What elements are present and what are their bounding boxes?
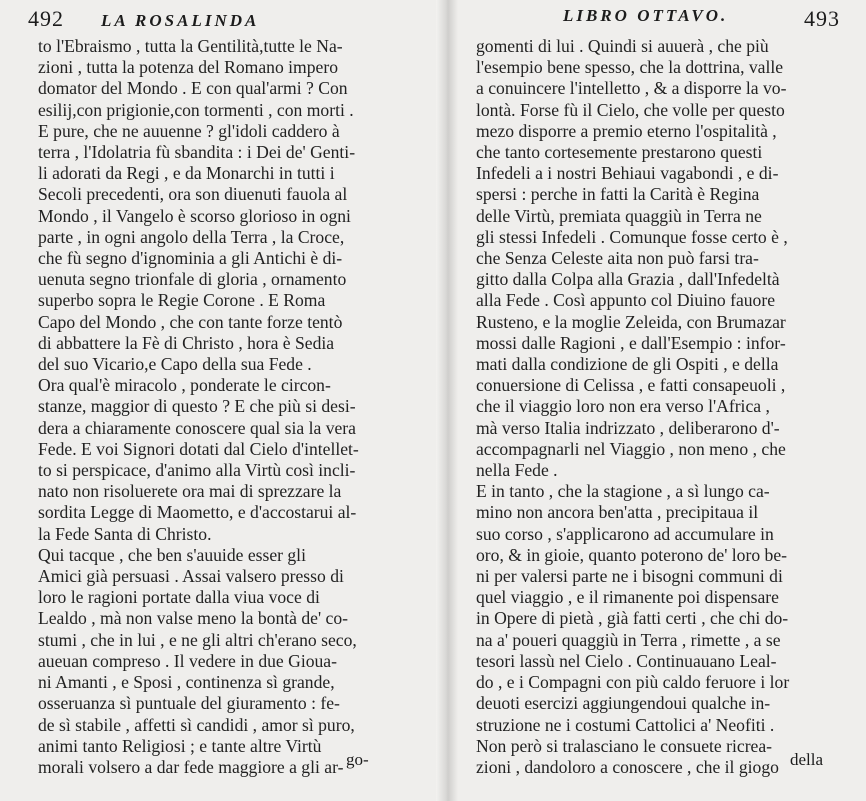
text-line: mezo disporre a premio eterno l'ospitalità , [476,120,777,141]
text-line: di abbattere la Fè di Christo , hora è Sedia [38,332,335,353]
text-line: stanze, maggior di questo ? E che più si desi- [38,396,356,417]
text-line: Lealdo , mà non valse meno la bontà de' co- [38,608,348,629]
text-line: struzione ne i costumi Cattolici a' Neofiti . [476,714,775,735]
text-line: Rusteno, e la moglie Zeleida, con Brumazar [476,311,786,332]
text-line: E pure, che ne auuenne ? gl'idoli caddero à [38,120,340,141]
text-line: mino non ancora ben'atta , precipitaua il [476,502,759,523]
text-line: conuersione di Celissa , e fatti consapeuoli , [476,375,786,396]
text-line: Fede. E voi Signori dotati dal Cielo d'intellet- [38,438,359,459]
text-line: aueuan compreso . Il vedere in due Gioua- [38,650,337,671]
text-line: che fù segno d'ignominia a gli Antichi è di- [38,248,343,269]
text-line: to l'Ebraismo , tutta la Gentilità,tutte le Na- [38,36,343,56]
text-line: Infedeli a i nostri Behiaui vagabondi , e di- [476,163,779,184]
text-line: alla Fede . Così appunto col Diuino fauore [476,290,776,311]
text-line: oro, & in gioie, quanto poterono de' loro be- [476,544,787,565]
text-line: mati dalla condizione de gli Ospiti , e della [476,354,779,375]
text-line: a conuincere l'intelletto , & a disporre la vo- [476,78,787,99]
text-line: morali volsero a dar fede maggiore a gli ar- [38,756,344,777]
right-catchword: della [790,750,824,769]
text-line: spersi : perche in fatti la Carità è Regina [476,184,760,205]
text-line: parte , in ogni angolo della Terra , la Croce, [38,226,345,247]
text-line: domator del Mondo . E con qual'armi ? Con [38,78,348,99]
left-catchword: go- [346,750,369,769]
text-line: loro le ragioni portate dalla viua voce di [38,587,320,608]
text-line: Capo del Mondo , che con tante forze tentò [38,311,343,332]
text-line: stumi , che in lui , e ne gli altri ch'erano seco, [38,629,357,650]
text-line: accompagnarli nel Viaggio , non meno , che [476,438,786,459]
right-page-header [563,6,840,34]
left-page-number: 492 [28,6,64,31]
text-line: animi tanto Religiosi ; e tante altre Virtù [38,735,322,756]
left-page-text [38,36,408,778]
text-line: Ora qual'è miracolo , ponderate le circon- [38,375,331,396]
text-line: nella Fede . [476,460,558,481]
text-line: do , e i Compagni con più caldo feruore i lor [476,672,790,693]
text-line: del suo Vicario,e Capo della sua Fede . [38,354,312,375]
text-line: tesori lassù nel Cielo . Continuauano Leal- [476,650,777,671]
text-line: che tanto cortesemente prestarono questi [476,142,763,163]
text-line: de sì stabile , affetti sì candidi , amor sì puro, [38,714,355,735]
text-line: Amici già persuasi . Assai valsero presso di [38,566,344,587]
text-line: la Fede Santa di Christo. [38,523,212,544]
text-line: to si perspicace, d'animo alla Virtù così incli- [38,460,356,481]
text-line: zioni , dandoloro a conoscere , che il giogo [476,756,779,777]
text-line: mossi dalle Ragioni , e dall'Esempio : infor- [476,332,786,353]
text-line: gomenti di lui . Quindi si auuerà , che più [476,36,769,56]
book-gutter [436,0,458,801]
left-page-header [28,6,416,34]
text-line: uenuta segno trionfale di gloria , ornamento [38,269,347,290]
text-line: gitto dalla Colpa alla Grazia , dall'Infedeltà [476,269,780,290]
text-line: gli stessi Infedeli . Comunque fosse certo è , [476,226,788,247]
right-page [458,0,866,801]
text-line: E in tanto , che la stagione , a sì lungo ca- [476,481,770,502]
text-line: mà verso Italia indrizzato , deliberarono d'- [476,417,780,438]
right-page-number: 493 [804,6,840,31]
text-line: quel viaggio , e il rimanente poi dispensare [476,587,779,608]
text-line: na a' poueri quaggiù in Terra , rimette , a se [476,629,781,650]
text-line: superbo sopra le Regie Corone . E Roma [38,290,326,311]
left-running-head: LA ROSALINDA [101,11,260,30]
text-line: terra , l'Idolatria fù sbandita : i Dei de' Genti- [38,142,356,163]
text-line: lontà. Forse fù il Cielo, che volle per questo [476,99,785,120]
text-line: Secoli precedenti, ora son diuenuti fauola al [38,184,348,205]
text-line: Qui tacque , che ben s'auuide esser gli [38,544,306,565]
text-line: osseruanza sì puntuale del giuramento : fe- [38,693,340,714]
text-line: sordita Legge di Maometto, e d'accostarui al- [38,502,357,523]
text-line: li adorati da Regi , e da Monarchi in tutti i [38,163,335,184]
text-line: nato non risoluerete ora mai di sprezzare la [38,481,342,502]
text-line: esilij,con prigionie,con tormenti , con morti . [38,99,354,120]
text-line: che il viaggio loro non era verso l'Africa , [476,396,770,417]
text-line: suo corso , s'applicarono ad accumulare in [476,523,774,544]
right-page-text [476,36,838,778]
text-line: ni Amanti , e Sposi , continenza sì grande, [38,672,335,693]
text-line: ni per valersi parte ne i bisogni communi di [476,566,783,587]
text-line: dera a chiaramente conoscere qual sia la vera [38,417,356,438]
text-line: l'esempio bene spesso, che la dottrina, valle [476,57,784,78]
text-line: zioni , tutta la potenza del Romano impero [38,57,338,78]
text-line: Non però si tralasciano le consuete ricrea- [476,735,773,756]
text-line: che Senza Celeste aita non può farsi tra- [476,248,759,269]
text-line: delle Virtù, premiata quaggiù in Terra ne [476,205,762,226]
text-line: deuoti esercizi aggiungendoui qualche in- [476,693,771,714]
text-line: in Opere di pietà , già fatti certi , che chi do- [476,608,789,629]
text-line: Mondo , il Vangelo è scorso glorioso in ogni [38,205,351,226]
right-running-head: LIBRO OTTAVO. [563,6,729,25]
